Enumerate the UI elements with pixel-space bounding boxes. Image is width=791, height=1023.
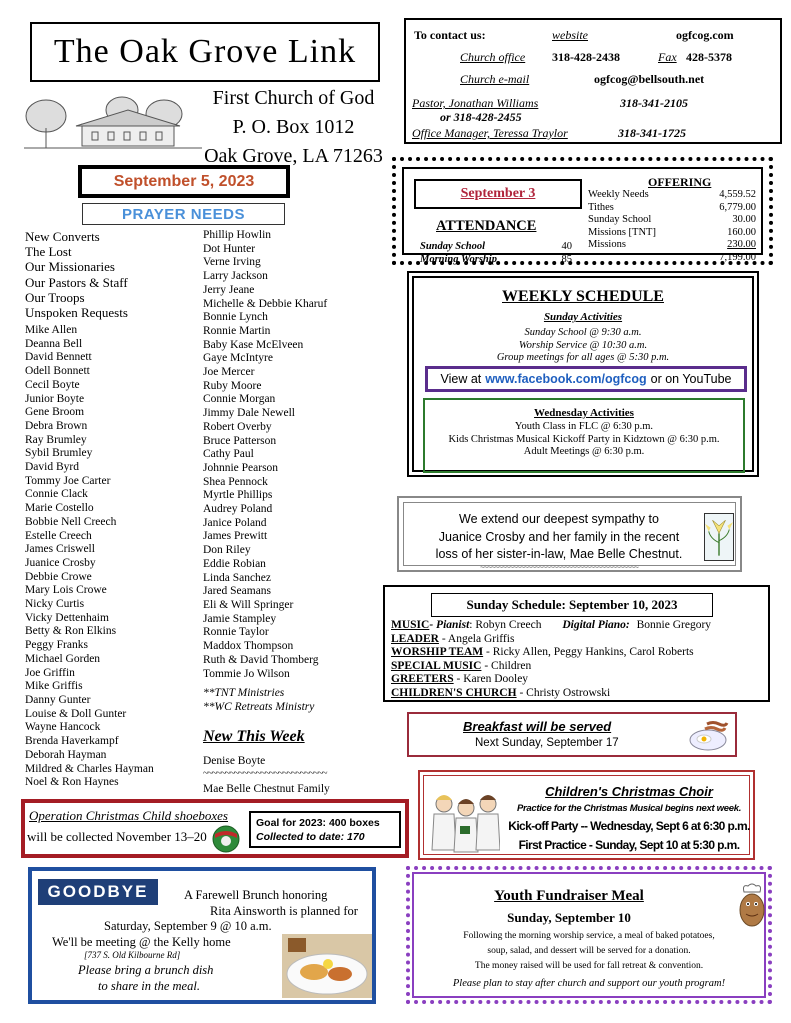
prayer-name-item: Connie Clack: [25, 488, 88, 501]
role-value: - Ricky Allen, Peggy Hankins, Carol Roberts: [483, 646, 694, 659]
choir-first-practice: First Practice - Sunday, Sept 10 at 5:30 p.m.: [518, 838, 740, 852]
issue-date-box: [78, 165, 290, 198]
occ-goal: Goal for 2023: 400 boxes: [256, 817, 380, 829]
sunday-schedule-row: [391, 673, 711, 687]
prayer-name-item: Jamie Stampley: [203, 612, 277, 625]
prayer-name-item: Audrey Poland: [203, 503, 273, 516]
offering-row: [588, 202, 756, 215]
goodbye-address: [737 S. Old Kilbourne Rd]: [84, 950, 181, 960]
attendance-value: 85: [561, 254, 572, 265]
office-manager-phone: 318-341-1725: [618, 126, 686, 140]
website-link[interactable]: website: [552, 28, 588, 42]
sympathy-box: [397, 496, 742, 572]
attendance-value: 40: [561, 241, 572, 252]
sympathy-line: Juanice Crosby and her family in the recent: [438, 529, 680, 544]
sunday-activity-item: Worship Service @ 10:30 a.m.: [518, 339, 648, 351]
prayer-name-item: Bonnie Lynch: [203, 311, 268, 324]
choir-kickoff: Kick-off Party -- Wednesday, Sept 6 at 6:30 p.m.: [508, 819, 750, 833]
prayer-name-item: Deanna Bell: [25, 337, 83, 350]
wavy-divider: ~~~~~~~~~~~~~~~~~~~~~~~~~~~~: [203, 768, 327, 779]
youth-fundraiser-details: [424, 929, 754, 974]
city-state-zip: Oak Grove, LA 71263: [204, 145, 383, 167]
role-label: LEADER: [391, 632, 439, 645]
role-value: - Angela Griffis: [438, 632, 515, 645]
prayer-name-item: Joe Griffin: [25, 666, 75, 679]
sunday-schedule-row: [391, 687, 711, 701]
offering-row: [588, 214, 756, 227]
occ-logo-icon: [211, 824, 241, 854]
youth-fundraiser-title: Youth Fundraiser Meal: [494, 888, 644, 904]
wednesday-activities-box: [423, 398, 745, 473]
prayer-group-item: Our Missionaries: [25, 259, 115, 275]
offering-label: Tithes: [588, 201, 614, 213]
wednesday-activity-item: Kids Christmas Musical Kickoff Party in Kidztown @ 6:30 p.m.: [448, 433, 720, 445]
sunday-schedule-row: [391, 646, 711, 660]
new-this-week-heading: New This Week: [203, 728, 305, 745]
goodbye-line-2: Rita Ainsworth is planned for: [210, 904, 358, 918]
potato-chef-icon: [734, 882, 770, 930]
breakfast-title: Breakfast will be served: [463, 719, 612, 734]
digital-piano-label: Digital Piano:: [562, 619, 630, 631]
attendance-date: September 3: [414, 179, 582, 209]
prayer-name-item: Brenda Haverkampf: [25, 735, 119, 748]
offering-value: 4,559.52: [719, 189, 756, 200]
offering-row: [588, 227, 756, 240]
prayer-name-item: Noel & Ron Haynes: [25, 776, 119, 789]
offering-label: Weekly Needs: [588, 189, 649, 200]
prayer-name-item: Jerry Jeane: [203, 283, 255, 296]
wednesday-activities-list: [425, 421, 743, 459]
church-office-phone: 318-428-2438: [552, 50, 620, 64]
new-this-week-item: Mae Belle Chestnut Family: [203, 783, 330, 795]
prayer-name-item: Ray Brumley: [25, 433, 87, 446]
sunday-activities-list: [414, 327, 752, 365]
weekly-schedule-inner: [412, 276, 754, 472]
attendance-label: Morning Worship: [420, 254, 497, 265]
prayer-name-item: Eli & Will Springer: [203, 598, 294, 611]
prayer-name-item: Shea Pennock: [203, 475, 268, 488]
newsletter-title: [30, 22, 380, 82]
choir-title: Children's Christmas Choir: [545, 784, 713, 799]
weekly-schedule-title: WEEKLY SCHEDULE: [502, 288, 664, 305]
prayer-name-item: Gene Broom: [25, 406, 85, 419]
goodbye-badge: GOODBYE: [38, 879, 158, 905]
po-box: P. O. Box 1012: [232, 116, 355, 138]
prayer-name-item: Bruce Patterson: [203, 434, 277, 447]
facebook-banner: [425, 366, 747, 392]
prayer-name-item: Janice Poland: [203, 516, 267, 529]
wednesday-activity-item: Adult Meetings @ 6:30 p.m.: [523, 446, 645, 457]
new-this-week-item: Denise Boyte: [203, 755, 266, 767]
offering-value: 30.00: [732, 214, 756, 225]
prayer-name-item: James Prewitt: [203, 530, 268, 543]
prayer-name-item: Michelle & Debbie Kharuf: [203, 297, 328, 310]
prayer-name-item: Debra Brown: [25, 419, 88, 432]
occ-collection-dates: will be collected November 13–20: [27, 829, 207, 844]
prayer-name-item: Dot Hunter: [203, 242, 256, 255]
breakfast-plate-icon: [687, 718, 729, 752]
prayer-name-item: Michael Gorden: [25, 652, 101, 665]
prayer-name-item: David Byrd: [25, 461, 79, 474]
prayer-name-item: Baby Kase McElveen: [203, 338, 304, 351]
role-label: GREETERS: [391, 673, 454, 686]
prayer-name-item: Myrtle Phillips: [203, 489, 273, 502]
prayer-name-item: Jimmy Dale Newell: [203, 407, 295, 420]
prayer-groups-list: [25, 229, 128, 320]
prayer-name-item: Verne Irving: [203, 256, 261, 269]
facebook-link[interactable]: www.facebook.com/ogfcog: [485, 372, 647, 386]
prayer-name-item: Connie Morgan: [203, 393, 276, 406]
sympathy-line: We extend our deepest sympathy to: [459, 512, 659, 526]
prayer-name-item: Odell Bonnett: [25, 365, 90, 378]
brunch-food-photo: [282, 934, 372, 998]
youth-detail-line: Following the morning worship service, a meal of baked potatoes,: [463, 931, 715, 941]
choir-children-icon: [430, 784, 500, 856]
role-label: WORSHIP TEAM: [391, 646, 484, 659]
wavy-divider: ~~~~~~~~~~~~~~~~~~~~~~~~~~~~~~~~~~~~~~~~~~~: [480, 562, 638, 572]
pastor-label: Pastor, Jonathan Williams: [412, 96, 539, 110]
role-label: CHILDREN'S CHURCH: [391, 686, 517, 699]
prayer-name-item: Larry Jackson: [203, 270, 268, 283]
prayer-name-item: Sybil Brumley: [25, 447, 93, 460]
prayer-name-item: Junior Boyte: [25, 392, 85, 405]
attendance-title: ATTENDANCE: [436, 218, 537, 234]
ministry-note: **WC Retreats Ministry: [203, 700, 315, 713]
offering-label: Missions: [588, 239, 626, 250]
lily-flower-icon: [704, 513, 734, 561]
prayer-name-item: Juanice Crosby: [25, 556, 96, 569]
music-pianist: : Robyn Creech: [469, 619, 542, 631]
fax-number: 428-5378: [686, 50, 732, 64]
sunday-schedule-box: [383, 585, 770, 702]
prayer-name-item: Danny Gunter: [25, 693, 91, 706]
church-name: First Church of God: [212, 87, 375, 109]
prayer-name-item: Marie Costello: [25, 502, 94, 515]
operation-christmas-child-box: [21, 799, 409, 858]
occ-collected: Collected to date: 170: [256, 831, 365, 843]
youth-detail-line: soup, salad, and dessert will be served for a donation.: [487, 946, 691, 956]
occ-title: Operation Christmas Child shoeboxes: [29, 808, 228, 823]
prayer-list-column-1: [25, 324, 154, 790]
goodbye-line-4: We'll be meeting @ the Kelly home: [52, 935, 231, 949]
music-label: MUSIC: [391, 619, 430, 631]
offering-value: 6,779.00: [719, 201, 756, 213]
new-this-week-list: [203, 754, 330, 796]
prayer-name-item: Estelle Creech: [25, 529, 92, 542]
offering-row: [588, 239, 756, 252]
prayer-name-item: Wayne Hancock: [25, 721, 101, 734]
prayer-name-item: Joe Mercer: [203, 366, 255, 379]
attendance-offering-box: [392, 157, 773, 265]
youth-fundraiser-box: [406, 866, 772, 1004]
prayer-name-item: Betty & Ron Elkins: [25, 625, 117, 638]
prayer-name-item: Ronnie Taylor: [203, 626, 269, 639]
choir-practice-note: Practice for the Christmas Musical begins next week.: [516, 803, 742, 814]
pastor-phone-2: or 318-428-2455: [440, 110, 522, 124]
breakfast-subtitle: Next Sunday, September 17: [475, 737, 619, 749]
prayer-name-item: Cecil Boyte: [25, 378, 80, 391]
youth-detail-line: The money raised will be used for fall retreat & convention.: [474, 961, 704, 971]
attendance-rows: [420, 240, 572, 266]
prayer-group-item: New Converts: [25, 229, 100, 244]
offering-value: 230.00: [727, 239, 756, 250]
pastor-phone-1: 318-341-2105: [620, 96, 688, 110]
goodbye-closing-2: to share in the meal.: [98, 979, 200, 993]
prayer-name-item: Mike Griffis: [25, 680, 83, 693]
attendance-offering-inner: [402, 167, 763, 265]
goodbye-box: [28, 867, 376, 1004]
office-manager-label: Office Manager, Teressa Traylor: [412, 126, 568, 140]
digital-piano-value: Bonnie Gregory: [636, 619, 712, 631]
attendance-row: [420, 253, 572, 266]
music-pianist-label: - Pianist: [429, 619, 470, 631]
prayer-name-item: Linda Sanchez: [203, 571, 272, 584]
role-value: - Karen Dooley: [453, 673, 529, 686]
role-value: - Christy Ostrowski: [516, 686, 611, 699]
prayer-name-item: Mike Allen: [25, 324, 78, 336]
prayer-name-item: Eddie Robian: [203, 557, 266, 570]
role-label: SPECIAL MUSIC: [391, 659, 482, 672]
website-value: ogfcog.com: [676, 28, 734, 42]
prayer-name-item: Debbie Crowe: [25, 570, 92, 583]
prayer-name-item: Tommie Jo Wilson: [203, 667, 290, 680]
prayer-name-item: Cathy Paul: [203, 448, 254, 461]
offering-row: [588, 252, 756, 265]
breakfast-box: [407, 712, 737, 757]
fax-label: Fax: [658, 50, 677, 64]
prayer-group-item: Unspoken Requests: [25, 305, 128, 321]
prayer-name-item: Peggy Franks: [25, 639, 88, 652]
issue-date: September 5, 2023: [113, 172, 255, 190]
sympathy-inner: [403, 502, 736, 572]
wednesday-activity-item: Youth Class in FLC @ 6:30 p.m.: [514, 421, 654, 432]
email-label: Church e-mail: [460, 72, 530, 86]
music-row: [391, 619, 711, 633]
prayer-name-item: Vicky Dettenhaim: [25, 611, 109, 624]
prayer-name-item: Maddox Thompson: [203, 640, 294, 653]
prayer-name-item: Deborah Hayman: [25, 748, 107, 761]
facebook-suffix: or on YouTube: [650, 372, 732, 386]
offering-title: OFFERING: [648, 175, 712, 189]
prayer-list-column-2: [203, 229, 327, 715]
sunday-activity-item: Sunday School @ 9:30 a.m.: [524, 327, 642, 338]
offering-row: [588, 189, 756, 202]
sunday-schedule-other-rows: [391, 633, 711, 701]
contact-box: [404, 18, 782, 144]
prayer-name-item: Phillip Howlin: [203, 229, 272, 241]
prayer-name-item: Ruby Moore: [203, 379, 262, 392]
sunday-schedule-rows: [391, 619, 711, 701]
church-address: [196, 84, 391, 171]
youth-fundraiser-inner: [412, 872, 766, 998]
prayer-name-item: Mildred & Charles Hayman: [25, 762, 154, 775]
role-value: - Children: [481, 659, 532, 672]
childrens-choir-box: [418, 770, 755, 860]
offering-label: Missions [TNT]: [588, 226, 656, 238]
goodbye-closing-1: Please bring a brunch dish: [78, 963, 214, 977]
contact-label: To contact us:: [414, 28, 486, 42]
offering-label: Sunday School: [588, 214, 652, 225]
facebook-prefix: View at: [440, 372, 482, 386]
sympathy-line: loss of her sister-in-law, Mae Belle Chestnut.: [435, 547, 683, 561]
prayer-name-item: James Criswell: [25, 543, 95, 556]
prayer-name-item: David Bennett: [25, 351, 92, 364]
attendance-label: Sunday School: [420, 241, 486, 252]
offering-value: 7,199.00: [719, 251, 756, 263]
youth-fundraiser-date: Sunday, September 10: [507, 910, 631, 925]
prayer-group-item: Our Troops: [25, 289, 85, 305]
prayer-group-item: Our Pastors & Staff: [25, 274, 128, 290]
attendance-row: [420, 240, 572, 253]
prayer-name-item: Ruth & David Thomberg: [203, 653, 319, 666]
prayer-needs-heading: PRAYER NEEDS: [82, 203, 285, 225]
newsletter-title-text: The Oak Grove Link: [53, 33, 357, 70]
weekly-schedule-box: [407, 271, 759, 477]
prayer-name-item: Robert Overby: [203, 420, 272, 433]
prayer-group-item: The Lost: [25, 244, 72, 260]
childrens-choir-inner: [423, 775, 750, 855]
prayer-name-item: Bobbie Nell Creech: [25, 515, 117, 528]
goodbye-line-3: Saturday, September 9 @ 10 a.m.: [104, 919, 272, 933]
sympathy-message: [424, 511, 694, 572]
sunday-schedule-title: Sunday Schedule: September 10, 2023: [431, 593, 713, 617]
goodbye-line-1: A Farewell Brunch honoring: [184, 888, 328, 902]
prayer-name-item: Johnnie Pearson: [203, 461, 279, 474]
prayer-name-item: Louise & Doll Gunter: [25, 707, 127, 720]
email-value[interactable]: ogfcog@bellsouth.net: [594, 72, 705, 86]
church-office-label: Church office: [460, 50, 526, 64]
prayer-name-item: Mary Lois Crowe: [25, 584, 107, 597]
prayer-name-item: Ronnie Martin: [203, 324, 271, 337]
sunday-activities-title: Sunday Activities: [543, 311, 623, 323]
sunday-activity-item: Group meetings for all ages @ 5:30 p.m.: [496, 352, 670, 363]
prayer-name-item: Gaye McIntyre: [203, 352, 273, 365]
sunday-schedule-row: [391, 633, 711, 647]
sunday-schedule-row: [391, 660, 711, 674]
prayer-name-item: Don Riley: [203, 544, 251, 557]
ministry-notes: [203, 687, 327, 714]
prayer-name-item: Jared Seamans: [203, 585, 272, 598]
wednesday-activities-title: Wednesday Activities: [534, 407, 634, 419]
church-sketch-image: [24, 88, 202, 156]
prayer-name-item: Nicky Curtis: [25, 598, 85, 611]
offering-value: 160.00: [727, 226, 756, 238]
prayer-name-item: Tommy Joe Carter: [25, 474, 111, 487]
youth-fundraiser-footer: Please plan to stay after church and support our youth program!: [452, 978, 726, 989]
occ-goal-box: [249, 811, 401, 848]
offering-rows: [588, 189, 756, 264]
ministry-note: **TNT Ministries: [203, 687, 285, 700]
